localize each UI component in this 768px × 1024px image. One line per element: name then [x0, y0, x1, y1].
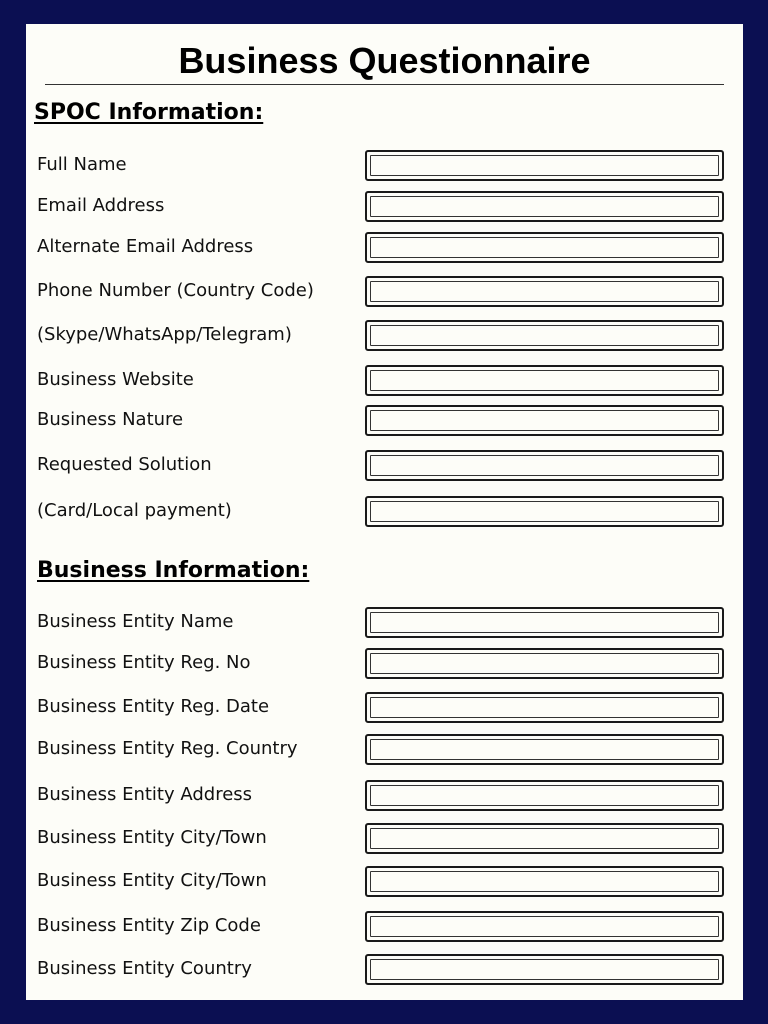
- requested-solution-input[interactable]: [365, 450, 724, 481]
- field-label: Full Name: [37, 154, 127, 175]
- entity-name-input[interactable]: [365, 607, 724, 638]
- email-address-input[interactable]: [365, 191, 724, 222]
- entity-reg-date-input[interactable]: [365, 692, 724, 723]
- page-title: Business Questionnaire: [178, 40, 591, 81]
- questionnaire-page: [26, 24, 743, 1000]
- field-label: Email Address: [37, 195, 165, 216]
- field-label: Business Entity Reg. Country: [37, 738, 298, 759]
- field-label: Business Entity Address: [37, 784, 253, 805]
- spoc-section-heading: SPOC Information:: [34, 100, 264, 125]
- business-website-input[interactable]: [365, 365, 724, 396]
- entity-city-input-2[interactable]: [365, 866, 724, 897]
- field-label: Alternate Email Address: [37, 236, 254, 257]
- field-label: Business Entity Reg. No: [37, 652, 251, 673]
- field-label: Business Entity Name: [37, 611, 234, 632]
- payment-type-input[interactable]: [365, 496, 724, 527]
- entity-zip-code-input[interactable]: [365, 911, 724, 942]
- field-label: Business Entity Zip Code: [37, 915, 261, 936]
- field-label: Business Entity Country: [37, 958, 252, 979]
- field-label: Business Entity Reg. Date: [37, 696, 270, 717]
- entity-country-input[interactable]: [365, 954, 724, 985]
- field-label: Phone Number (Country Code): [37, 280, 314, 301]
- field-label: Business Entity City/Town: [37, 870, 267, 891]
- full-name-input[interactable]: [365, 150, 724, 181]
- entity-reg-no-input[interactable]: [365, 648, 724, 679]
- business-nature-input[interactable]: [365, 405, 724, 436]
- entity-city-input[interactable]: [365, 823, 724, 854]
- business-section-heading: Business Information:: [37, 558, 310, 583]
- field-label: Business Entity City/Town: [37, 827, 267, 848]
- title-divider: [45, 84, 724, 85]
- field-label: Business Website: [37, 369, 194, 390]
- phone-number-input[interactable]: [365, 276, 724, 307]
- entity-reg-country-input[interactable]: [365, 734, 724, 765]
- field-label: Requested Solution: [37, 454, 212, 475]
- entity-address-input[interactable]: [365, 780, 724, 811]
- field-label: (Card/Local payment): [37, 500, 232, 521]
- field-label: Business Nature: [37, 409, 184, 430]
- messenger-input[interactable]: [365, 320, 724, 351]
- field-label: (Skype/WhatsApp/Telegram): [37, 324, 292, 345]
- alternate-email-input[interactable]: [365, 232, 724, 263]
